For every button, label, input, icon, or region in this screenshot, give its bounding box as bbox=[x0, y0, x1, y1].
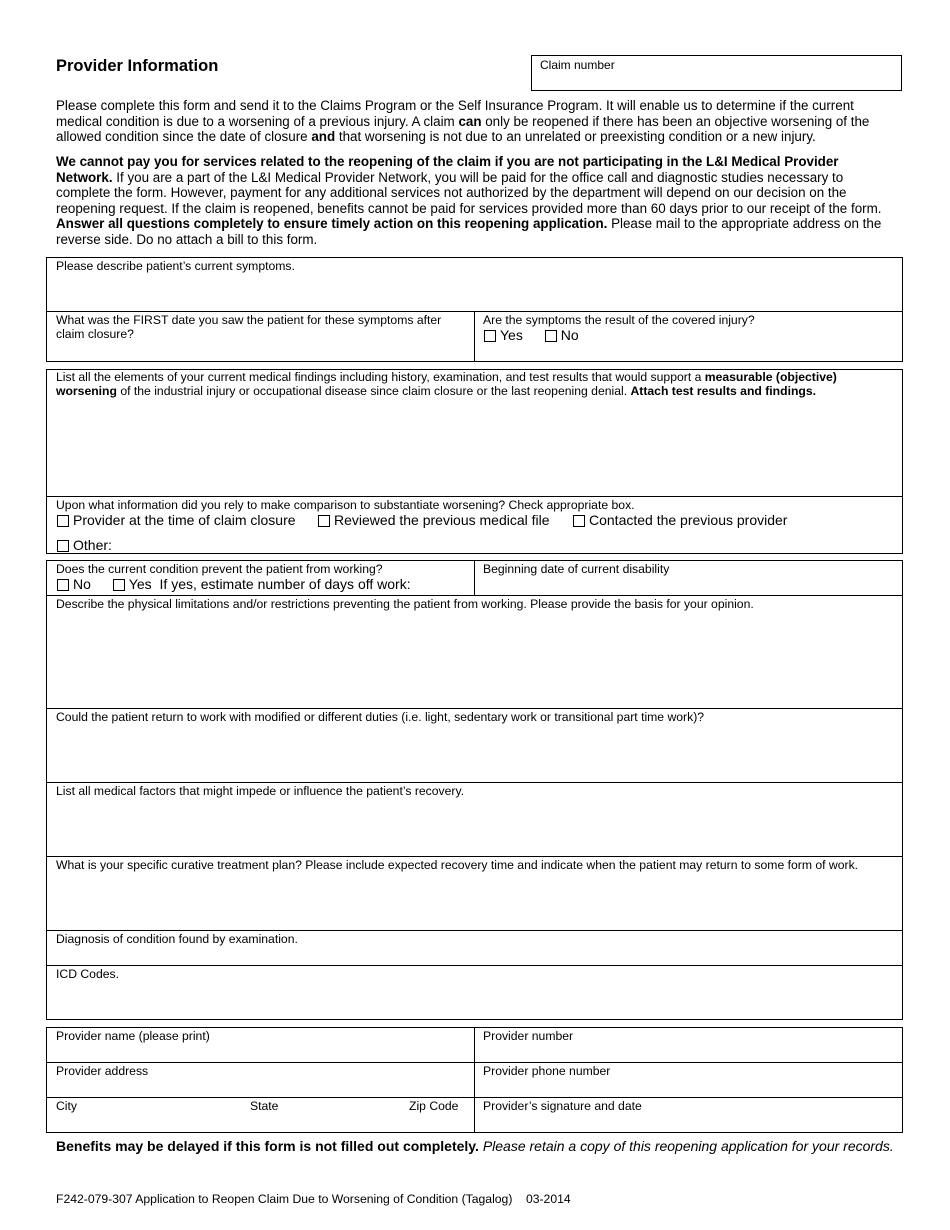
working-label: Does the current condition prevent the patient from working? bbox=[56, 562, 383, 576]
comparison-label: Upon what information did you rely to make comparison to substantiate worsening? Check appropriate box. bbox=[56, 498, 635, 512]
zip-code-label: Zip Code bbox=[409, 1099, 459, 1113]
divider bbox=[46, 965, 903, 966]
intro-text: only be reopened if there has been an objective worsening of the allowed condition since the date of closure bbox=[56, 113, 870, 145]
findings-emphasis: measurable (objective) worsening bbox=[56, 370, 837, 398]
intro-paragraph-1 bbox=[56, 98, 896, 145]
no-checkbox[interactable] bbox=[545, 330, 557, 342]
comparison-option-1 bbox=[57, 512, 296, 528]
reviewed-file-checkbox[interactable] bbox=[318, 515, 330, 527]
divider bbox=[474, 560, 475, 595]
contacted-provider-checkbox[interactable] bbox=[573, 515, 585, 527]
intro-paragraph-2 bbox=[56, 154, 896, 248]
findings-label bbox=[56, 370, 891, 398]
intro-text: If you are a part of the L&I Medical Provider Network, you will be paid for the office call and diagnostic studies necessary to complete the form. However, payment for any additional services not authorized by the department will depend on our decision on the reopening request. If the claim is reopened, benefits cannot be paid for services provided more than 60 days prior to our receipt of the form. bbox=[56, 169, 882, 216]
findings-text: List all the elements of your current medical findings including history, examination, and test results that would support a bbox=[56, 370, 705, 384]
provider-phone-label: Provider phone number bbox=[483, 1064, 611, 1078]
working-yes-checkbox[interactable] bbox=[113, 579, 125, 591]
provider-closure-checkbox[interactable] bbox=[57, 515, 69, 527]
intro-emphasis: Answer all questions completely to ensure timely action on this reopening application. bbox=[56, 216, 608, 232]
medical-factors-label: List all medical factors that might impede or influence the patient’s recovery. bbox=[56, 784, 465, 798]
other-checkbox[interactable] bbox=[57, 540, 69, 552]
intro-emphasis: and bbox=[311, 129, 336, 145]
intro-emphasis: We cannot pay you for services related to the reopening of the claim if you are not participating in the L&I Medical Provider Network. bbox=[56, 154, 839, 185]
city-label: City bbox=[56, 1099, 77, 1113]
footer-note-italic: Please retain a copy of this reopening application for your records. bbox=[478, 1138, 894, 1154]
working-no-checkbox[interactable] bbox=[57, 579, 69, 591]
divider bbox=[474, 1027, 475, 1133]
first-date-label: What was the FIRST date you saw the patient for these symptoms after claim closure? bbox=[56, 313, 442, 341]
state-label: State bbox=[250, 1099, 279, 1113]
option-label: Contacted the previous provider bbox=[589, 512, 788, 528]
days-off-label: If yes, estimate number of days off work: bbox=[159, 576, 411, 592]
comparison-option-3 bbox=[573, 512, 787, 528]
yes-checkbox[interactable] bbox=[484, 330, 496, 342]
no-label: No bbox=[560, 327, 579, 343]
divider bbox=[474, 311, 475, 362]
divider bbox=[46, 708, 903, 709]
treatment-plan-label: What is your specific curative treatment plan? Please include expected recovery time and indicate when the patient may return to some form of work. bbox=[56, 858, 859, 872]
covered-injury-label: Are the symptoms the result of the covered injury? bbox=[483, 313, 755, 327]
covered-injury-options bbox=[484, 327, 579, 343]
divider bbox=[46, 1062, 903, 1063]
yes-label: Yes bbox=[500, 327, 523, 343]
intro-text: Please complete this form and send it to the Claims Program or the Self Insurance Program. It will enable us to determine if the current medical condition is due to a worsening of a previous injury. A claim bbox=[56, 98, 854, 129]
working-options bbox=[57, 576, 411, 592]
yes-label: Yes bbox=[128, 576, 152, 592]
symptoms-label: Please describe patient’s current symptoms. bbox=[56, 259, 295, 273]
option-label: Other: bbox=[73, 537, 112, 553]
findings-text: of the industrial injury or occupational disease since claim closure or the last reopening denial. bbox=[116, 384, 631, 398]
intro-text: Please mail to the appropriate address on the reverse side. Do no attach a bill to this form. bbox=[56, 216, 882, 247]
no-label: No bbox=[73, 576, 91, 592]
limitations-label: Describe the physical limitations and/or restrictions preventing the patient from working. Please provide the basis for your opinion. bbox=[56, 597, 754, 611]
modified-duties-label: Could the patient return to work with modified or different duties (i.e. light, sedentary work or transitional part time work)? bbox=[56, 710, 705, 724]
divider bbox=[46, 1097, 903, 1098]
divider bbox=[46, 930, 903, 931]
claim-number-label: Claim number bbox=[540, 58, 615, 72]
divider bbox=[46, 595, 903, 596]
intro-emphasis: can bbox=[458, 113, 482, 129]
intro-text: that worsening is not due to an unrelated or preexisting condition or a new injury. bbox=[335, 129, 816, 145]
provider-address-label: Provider address bbox=[56, 1064, 149, 1078]
option-label: Reviewed the previous medical file bbox=[334, 512, 550, 528]
icd-codes-label: ICD Codes. bbox=[56, 967, 119, 981]
diagnosis-label: Diagnosis of condition found by examination. bbox=[56, 932, 298, 946]
divider bbox=[46, 496, 903, 497]
footer-note bbox=[56, 1138, 894, 1154]
signature-label: Provider’s signature and date bbox=[483, 1099, 642, 1113]
comparison-option-2 bbox=[318, 512, 550, 528]
provider-number-label: Provider number bbox=[483, 1029, 574, 1043]
form-id: F242-079-307 Application to Reopen Claim Due to Worsening of Condition (Tagalog) 03-2014 bbox=[56, 1192, 571, 1206]
findings-emphasis: Attach test results and findings. bbox=[630, 384, 817, 398]
disability-date-label: Beginning date of current disability bbox=[483, 562, 670, 576]
divider bbox=[46, 856, 903, 857]
claim-number-field[interactable] bbox=[531, 55, 902, 91]
comparison-option-other bbox=[57, 537, 112, 553]
option-label: Provider at the time of claim closure bbox=[73, 512, 296, 528]
page-title: Provider Information bbox=[56, 57, 219, 75]
provider-name-label: Provider name (please print) bbox=[56, 1029, 210, 1043]
footer-note-bold: Benefits may be delayed if this form is not filled out completely. bbox=[56, 1138, 479, 1154]
divider bbox=[46, 782, 903, 783]
